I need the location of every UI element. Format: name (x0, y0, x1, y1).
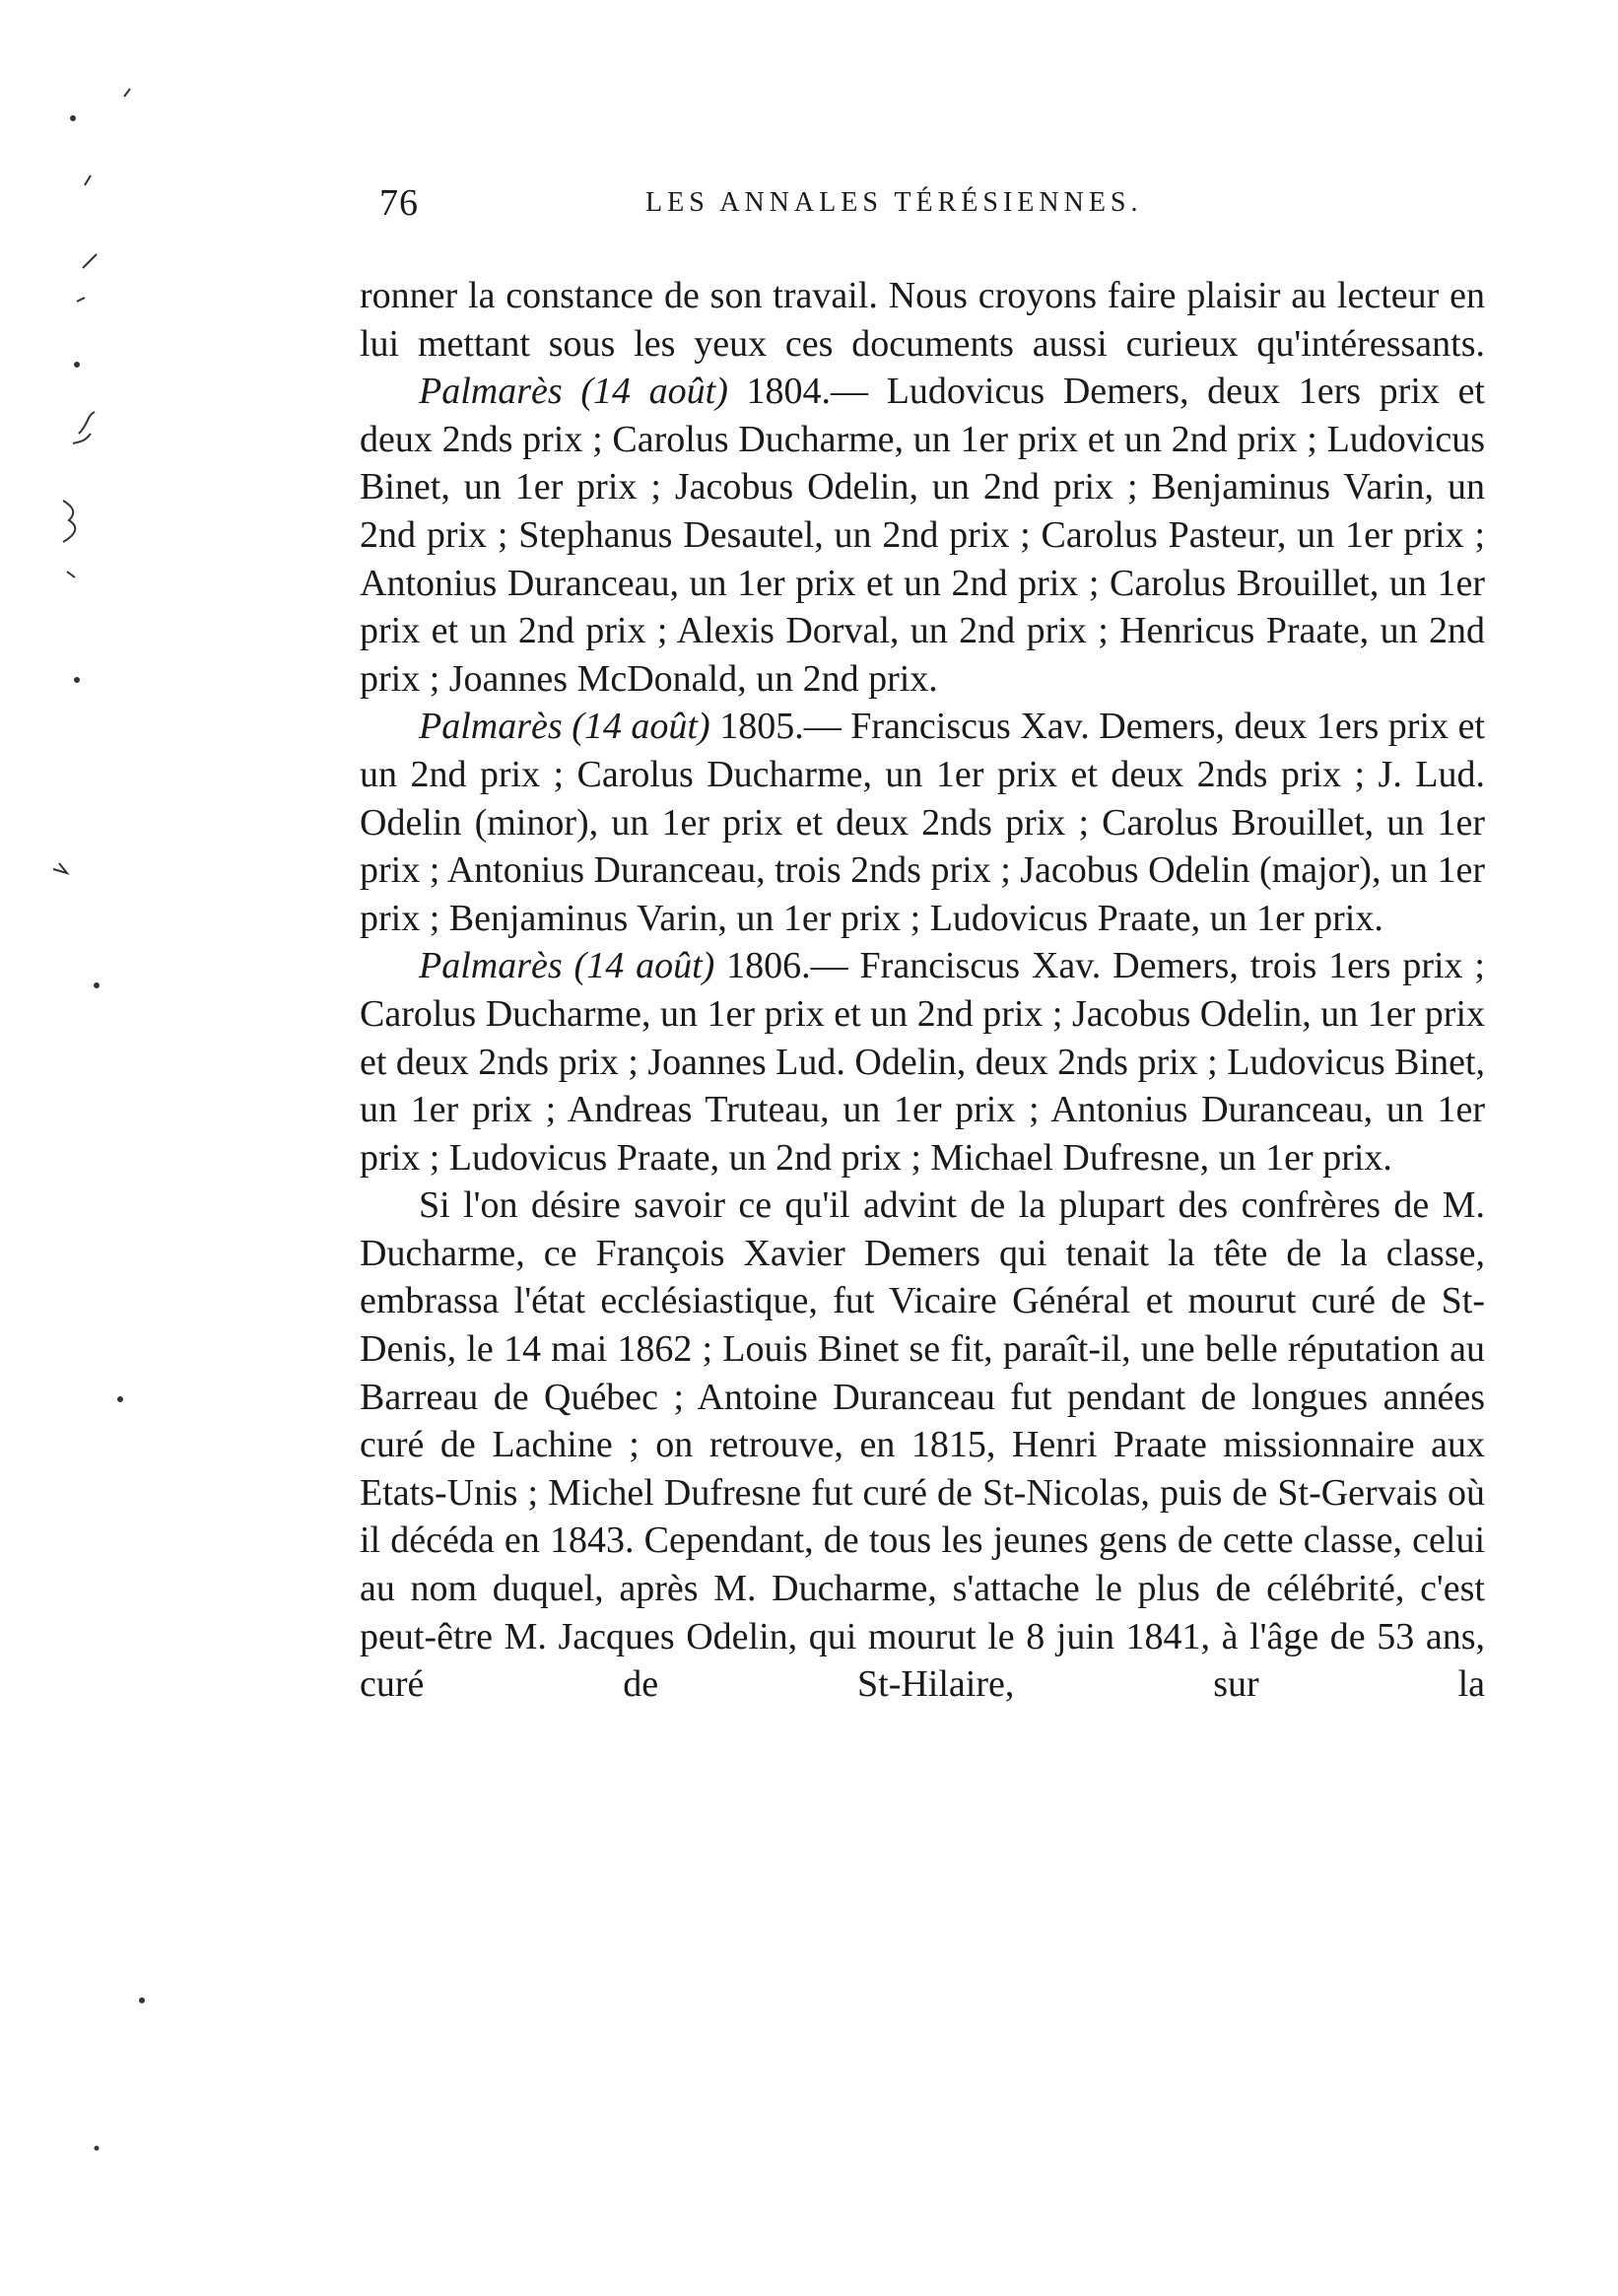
palmares-label: Palmarès (14 août) (419, 706, 710, 748)
palmares-label: Palmarès (14 août) (419, 371, 728, 413)
palmares-label: Palmarès (14 août) (419, 945, 715, 987)
paragraph-text: 1806.— Franciscus Xav. Demers, trois 1ers prix ; Carolus Ducharme, un 1er prix et un 2nd prix ; Jacobus Odelin, un 1er prix et deux 2nds prix ; Joannes Lud. Odelin, deux 2nds prix ; Ludovicus Binet, un 1er prix ; Andreas Truteau, un 1er prix ; Antonius Duranceau, un 1er prix ; Ludovicus Praate, un 2nd prix ; Michael Dufresne, un 1er prix. (360, 945, 1485, 1179)
page-header (379, 181, 1493, 240)
paragraph-text: 1804.— Ludovicus Demers, deux 1ers prix et deux 2nds prix ; Carolus Ducharme, un 1er prix et un 2nd prix ; Ludovicus Binet, un 1er prix ; Jacobus Odelin, un 2nd prix ; Benjaminus Varin, un 2nd prix ; Stephanus Desautel, un 2nd prix ; Carolus Pasteur, un 1er prix ; Antonius Duranceau, un 1er prix et un 2nd prix ; Carolus Brouillet, un 1er prix et un 2nd prix ; Alexis Dorval, un 2nd prix ; Henricus Praate, un 2nd prix ; Joannes McDonald, un 2nd prix. (360, 371, 1485, 700)
page-number: 76 (379, 182, 419, 224)
paragraph-text: ronner la constance de son travail. Nous croyons faire plaisir au lecteur en lui mettant sous les yeux ces documents aussi curieux qu'intéressants. (360, 275, 1485, 365)
paragraph-text: Si l'on désire savoir ce qu'il advint de la plupart des confrères de M. Ducharme, ce François Xavier Demers qui tenait la tête de la classe, embrassa l'état ecclésiastique, fut Vicaire Général et mourut curé de St-Denis, le 14 mai 1862 ; Louis Binet se fit, paraît-il, une belle réputation au Barreau de Québec ; Antoine Duranceau fut pendant de longues années curé de Lachine ; on retrouve, en 1815, Henri Praate missionnaire aux Etats-Unis ; Michel Dufresne fut curé de St-Nicolas, puis de St-Gervais où il décéda en 1843. Cependant, de tous les jeunes gens de cette classe, celui au nom duquel, après M. Ducharme, s'attache le plus de célébrité, c'est peut-être M. Jacques Odelin, qui mourut le 8 juin 1841, à l'âge de 53 ans, curé de St-Hilaire, sur la (360, 1184, 1485, 1706)
paragraph-intro-continuation (360, 272, 1485, 368)
paragraph-palmares-1804 (360, 368, 1485, 703)
running-title: LES ANNALES TÉRÉSIENNES. (645, 187, 1143, 218)
body-text (360, 272, 1485, 1709)
margin-specks (39, 79, 158, 2247)
paragraph-classmates-fate (360, 1182, 1485, 1709)
paragraph-text: 1805.— Franciscus Xav. Demers, deux 1ers prix et un 2nd prix ; Carolus Ducharme, un 1er prix et deux 2nds prix ; J. Lud. Odelin (minor), un 1er prix et deux 2nds prix ; Carolus Brouillet, un 1er prix ; Antonius Duranceau, trois 2nds prix ; Jacobus Odelin (major), un 1er prix ; Benjaminus Varin, un 1er prix ; Ludovicus Praate, un 1er prix. (360, 706, 1485, 939)
paragraph-palmares-1805 (360, 703, 1485, 942)
paragraph-palmares-1806 (360, 942, 1485, 1182)
